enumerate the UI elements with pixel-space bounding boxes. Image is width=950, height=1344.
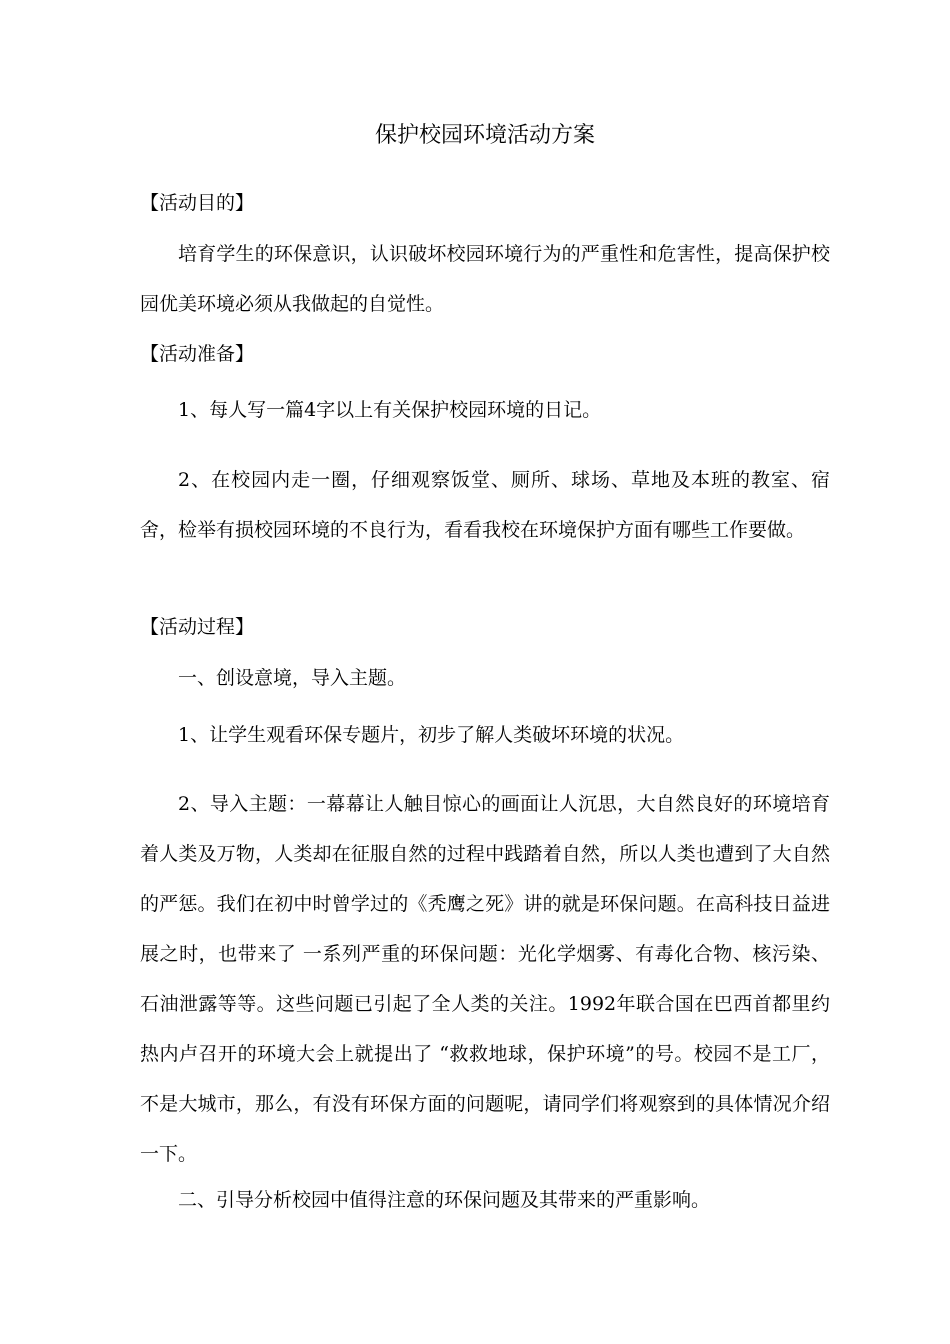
section-heading-process: 【活动过程】: [140, 616, 255, 638]
paragraph-process-step-1: 一、创设意境，导入主题。: [178, 667, 407, 689]
paragraph-prep-item-1: 1、每人写一篇4字以上有关保护校园环境的日记。: [178, 399, 602, 421]
section-heading-preparation: 【活动准备】: [140, 343, 255, 365]
paragraph-process-step-1-item-2: 2、导入主题：一幕幕让人触目惊心的画面让人沉思，大自然良好的环境培育着人类及万物，人类却在征服自然的过程中践踏着自然，所以人类也遭到了大自然的严惩。我们在初中时曾学过的《秃鹰之死》讲的就是环保问题。在高科技日益进展之时，也带来了 一系列严重的环保问题：光化学烟雾、有毒化合物、核污染、石油泄露等等。这些问题已引起了全人类的关注。1992年联合国在巴西首都里约热内卢召开的环境大会上就提出了 “救救地球，保护环境”的号。校园不是工厂，不是大城市，那么，有没有环保方面的问题呢，请同学们将观察到的具体情况介绍一下。: [140, 793, 830, 1165]
paragraph-purpose: 培育学生的环保意识，认识破坏校园环境行为的严重性和危害性，提高保护校园优美环境必须从我做起的自觉性。: [140, 243, 830, 315]
paragraph-process-step-1-item-1: 1、让学生观看环保专题片，初步了解人类破坏环境的状况。: [178, 724, 685, 746]
paragraph-prep-item-2: 2、在校园内走一圈，仔细观察饭堂、厕所、球场、草地及本班的教室、宿舍，检举有损校园环境的不良行为，看看我校在环境保护方面有哪些工作要做。: [140, 469, 830, 541]
paragraph-process-step-2: 二、引导分析校园中值得注意的环保问题及其带来的严重影响。: [178, 1189, 711, 1211]
section-heading-purpose: 【活动目的】: [140, 192, 255, 214]
document-title: 保护校园环境活动方案: [374, 123, 595, 148]
